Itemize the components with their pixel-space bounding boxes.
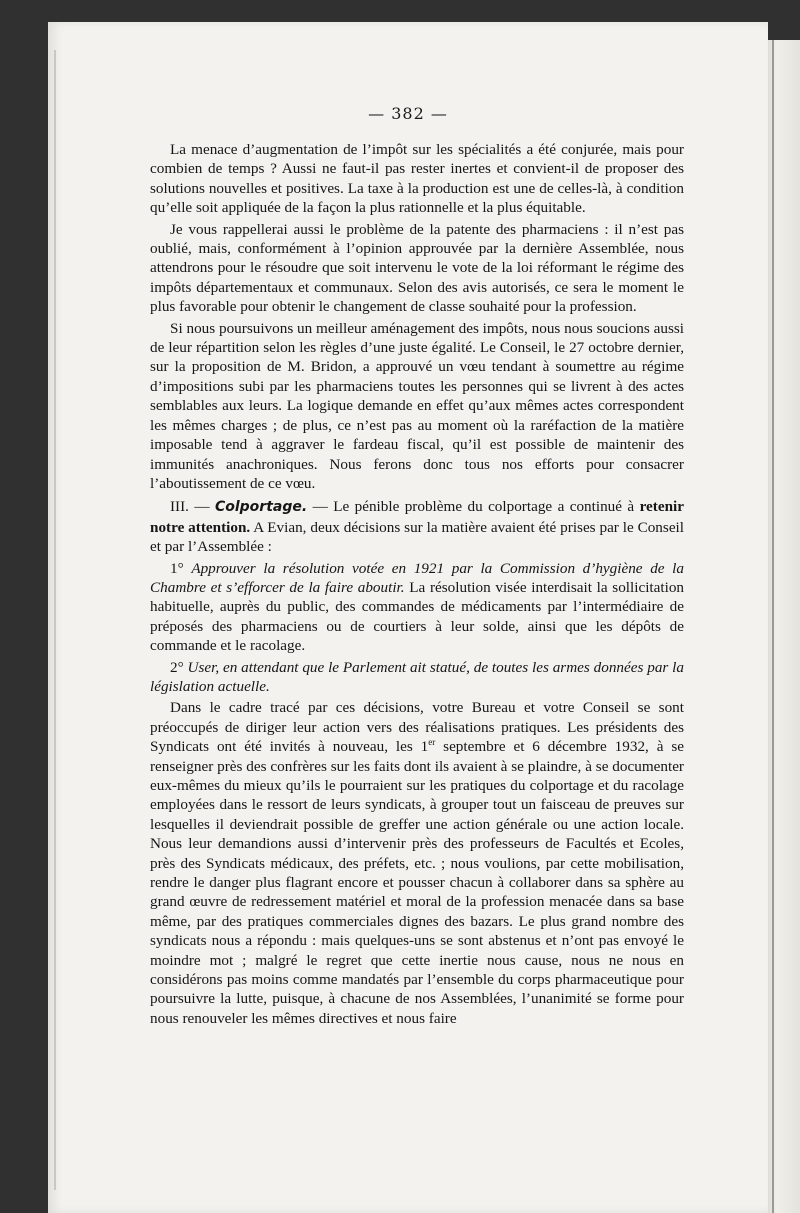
decision-2-number: 2° [170, 658, 188, 676]
paragraph-section-iii [150, 497, 684, 556]
section-dash: — [307, 498, 334, 516]
section-text-c: A Evian, deux décisions sur la matière avaient été prises par le Conseil et par l’Assemblée : [150, 518, 684, 556]
section-text-a: Le pénible problème du colportage a continué à [333, 498, 640, 516]
section-title: Colportage. [214, 499, 308, 516]
page-edge-line [772, 40, 774, 1213]
paragraph-1: La menace d’augmentation de l’impôt sur les spécialités a été conjurée, mais pour combien de temps ? Aussi ne faut-il pas rester inertes et convient-il de proposer des solutions nouvelles et positives. La taxe à la production est une de celles-là, à condition qu’elle soit appliquée de la façon la plus rationnelle et la plus équitable. [150, 141, 684, 217]
body-text [150, 140, 684, 1030]
decision-1-text: La résolution visée interdisait la sollicitation habituelle, auprès du public, des commandes de médicaments par l’intermédiaire de préposés des pharmaciens ou de courtiers à leur solde, ainsi que les dépôts de commande et le racolage. [150, 578, 685, 655]
section-number: III. — [170, 498, 210, 516]
decision-1-number: 1° [170, 559, 192, 577]
paragraph-7-b: septembre et 6 décembre 1932, à se renseigner près des confrères sur les faits dont ils avaient à se plaindre, à se documenter eux-mêmes du mieux qu’ils le pourraient sur les pratiques du colportage et du racolage employées dans le ressort de leurs syndicats, à grouper tout un faisceau de preuves sur lesquelles il deviendrait possible de greffer une action générale ou une action locale. Nous leur demandions aussi d’intervenir près des professeurs de Facultés et Ecoles, près des Syndicats médicaux, des préfets, etc. ; nous voulions, par cette mobilisation, rendre le danger plus flagrant encore et pousser chacun à collaborer dans sa sphère au grand œuvre de redressement matériel et moral de la profession menacée dans sa base même, par des pratiques commerciales dignes des bazars. Le plus grand nombre des syndicats nous a répondu : mais quelques-uns se sont abstenus et n’ont pas envoyé le moindre mot ; malgré le regret que cette inertie nous cause, nous ne nous en considérons pas moins comme mandatés par l’ensemble du corps pharmaceutique pour poursuivre la lutte, puisque, à chacune de nos Assemblées, l’unanimité se forme pour nous renouveler les mêmes directives et nous faire [150, 738, 684, 1027]
paragraph-decision-2 [150, 658, 684, 697]
section-text-b: retenir notre attention. [150, 498, 684, 536]
paragraph-7 [150, 698, 684, 1028]
page-gutter [54, 50, 56, 1190]
paragraph-3: Si nous poursuivons un meilleur aménagement des impôts, nous nous soucions aussi de leur répartition selon les règles d’une juste égalité. Le Conseil, le 27 octobre dernier, sur la proposition de M. Bridon, a approuvé un vœu tendant à soumettre au régime d’impositions subi par les pharmaciens toutes les personnes qui se livrent à des actes semblables aux leurs. La logique demande en effet qu’aux mêmes actes correspondent les mêmes charges ; de plus, ce n’est pas au moment où la raréfaction de la matière imposable tend à aggraver le fardeau fiscal, qu’il est possible de maintenir des immunités anachroniques. Nous ferons donc tous nos efforts pour consacrer l’aboutissement de ce vœu. [150, 319, 684, 492]
page-number: — 382 — [368, 104, 448, 123]
paragraph-2: Je vous rappellerai aussi le problème de la patente des pharmaciens : il n’est pas oublié, mais, conformément à l’opinion approuvée par la dernière Assemblée, nous attendrons pour le résoudre que soit intervenu le vote de la loi réformant le régime des impôts départementaux et communaux. Selon des avis autorisés, ce sera le moment le plus favorable pour obtenir le changement de classe souhaité pour la profession. [150, 220, 684, 316]
decision-2-italic: User, en attendant que le Parlement ait statué, de toutes les armes données par la législation actuelle. [150, 658, 684, 695]
paragraph-7-a: Dans le cadre tracé par ces décisions, votre Bureau et votre Conseil se sont préoccupés de diriger leur action vers des réalisations pratiques. Les présidents des Syndicats ont été invités à nouveau, les 1 [150, 699, 684, 756]
decision-1-italic: Approuver la résolution votée en 1921 par la Commission d’hygiène de la Chambre et s’efforcer de la faire aboutir. [150, 559, 684, 596]
paragraph-decision-1 [150, 559, 684, 656]
superscript-er: er [428, 737, 436, 748]
